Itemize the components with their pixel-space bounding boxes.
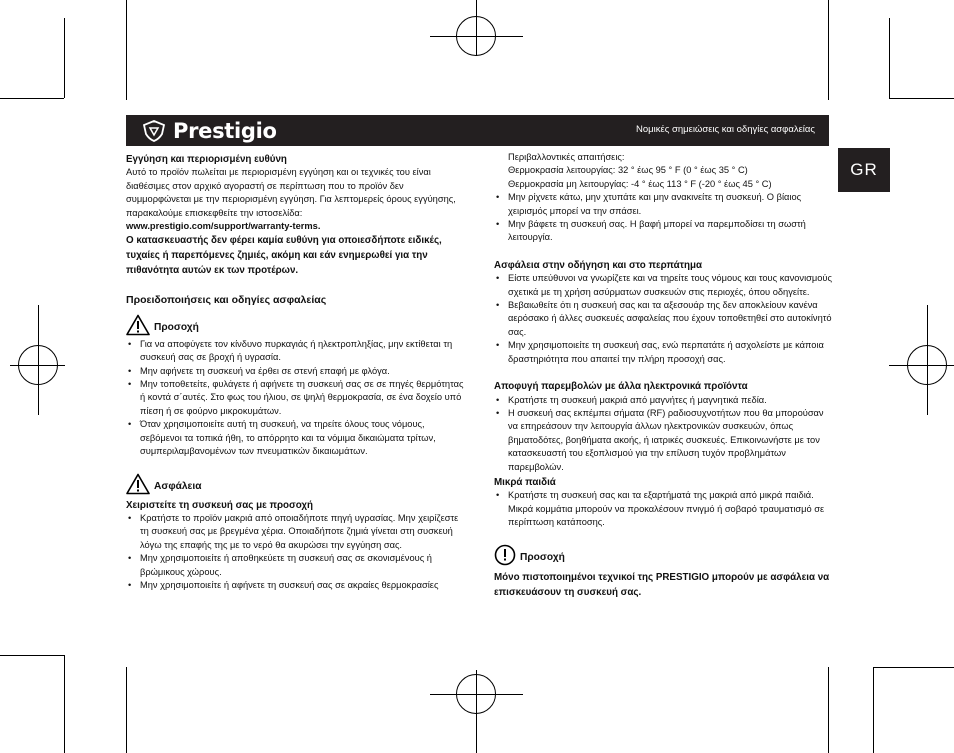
children-heading: Μικρά παιδιά <box>494 476 556 488</box>
list-item: • Κρατήστε τη συσκευή σας και τα εξαρτήματά της μακριά από μικρά παιδιά. Μικρά κομμάτια μπορούν να προκαλέσουν πνιγμό ή σοβαρό τραυματισμό σε περίπτωση κατάποσης. <box>494 489 834 529</box>
list-item: • Μην βάφετε τη συσκευή σας. Η βαφή μπορεί να παρεμποδίσει τη σωστή λειτουργία. <box>494 218 834 245</box>
interference-list <box>494 394 834 474</box>
driving-heading: Ασφάλεια στην οδήγηση και στο περπάτημα <box>494 259 703 271</box>
warranty-disclaimer: Ο κατασκευαστής δεν φέρει καμία ευθύνη για οποιεσδήποτε ειδικές, τυχαίες ή παρεπόμενες ζημιές, ακόμη και εάν ενημερωθεί για την πιθανότητα αυτών εκ των προτέρων. <box>126 235 442 277</box>
list-item: • Όταν χρησιμοποιείτε αυτή τη συσκευή, να τηρείτε όλους τους νόμους, σεβόμενοι τα τοπικά ήθη, το απόρρητο και τα νόμιμα δικαιώματα τρίτων, συμπεριλαμβανομένων των πνευματικών δικαιωμάτων. <box>126 418 466 458</box>
brand-name: Prestigio <box>173 119 277 143</box>
language-tab: GR <box>838 148 890 192</box>
env-line: Περιβαλλοντικές απαιτήσεις: <box>508 152 625 162</box>
driving-list <box>494 272 834 366</box>
warranty-link-text[interactable]: www.prestigio.com/support/warranty-terms <box>126 221 318 232</box>
precautions-heading: Προειδοποιήσεις και οδηγίες ασφαλείας <box>126 294 327 307</box>
list-item: • Κρατήστε τη συσκευή μακριά από μαγνήτες ή μαγνητικά πεδία. <box>494 394 834 407</box>
page-title: Νομικές σημειώσεις και οδηγίες ασφαλείας <box>636 124 815 135</box>
list-item: • Για να αποφύγετε τον κίνδυνο πυρκαγιάς ή ηλεκτροπληξίας, μην εκτίθεται τη συσκευή σας σε βροχή ή υγρασία. <box>126 338 466 365</box>
warranty-text: Αυτό το προϊόν πωλείται με περιορισμένη εγγύηση και οι τεχνικές του είναι διαθέσιμες στον αρχικό αγοραστή σε περίπτωση που το προϊόν δεν συμμορφώνεται με την περιορισμένη εγγύηση. Για λεπτομερείς όρους εγγύησης, παρακαλούμε επισκεφθείτε την ιστοσελίδα: <box>126 167 456 218</box>
children-list <box>494 489 834 529</box>
safety-header <box>126 473 466 495</box>
env-line: Θερμοκρασία μη λειτουργίας: -4 ° έως 113 ° F (-20 ° έως 45 ° C) <box>508 178 772 189</box>
list-item: • Κρατήστε το προϊόν μακριά από οποιαδήποτε πηγή υγρασίας. Μην χειρίζεστε τη συσκευή σας με βρεγμένα χέρια. Οποιαδήποτε ζημιά γίνεται στη συσκευή λόγω της επαφής της με το νερό θα ακυρώσει την εγγύηση σας. <box>126 512 466 552</box>
handle-list <box>126 512 466 592</box>
caution-list <box>126 338 466 459</box>
notice-label: Προσοχή <box>520 551 565 563</box>
environment-requirements <box>494 151 834 191</box>
right-column <box>494 151 834 600</box>
list-item: • Είστε υπεύθυνοι να γνωρίζετε και να τηρείτε τους νόμους και τους κανονισμούς σχετικά με τη χρήση ασύρματων συσκευών στις περιοχές, όπου οδηγείτε. <box>494 272 834 299</box>
caution-label: Προσοχή <box>154 322 199 334</box>
list-item: • Μην τοποθετείτε, φυλάγετε ή αφήνετε τη συσκευή σας σε σε πηγές θερμότητας ή κοντά σ΄αυτές. Στο φως του ήλιου, σε ψηλή θερμοκρασία, σε ένα δοχείο υπό πίεση ή σε φούρνο μικροκυμάτων. <box>126 378 466 418</box>
notice-header <box>494 544 834 566</box>
list-item: • Μην χρησιμοποιείτε ή αποθηκεύετε τη συσκευή σας σε σκονισμένους ή βρώμικους χώρους. <box>126 552 466 579</box>
list-item: • Βεβαιωθείτε ότι η συσκευή σας και τα αξεσουάρ της δεν αποκλείουν κανένα αερόσακο ή άλλες συσκευές ασφαλείας που έχουν τοποθετηθεί στο αυτοκίνητό σας. <box>494 299 834 339</box>
handle-more-list <box>494 191 834 245</box>
brand-logo <box>142 119 277 143</box>
warning-triangle-icon <box>126 314 150 336</box>
env-line: Θερμοκρασία λειτουργίας: 32 ° έως 95 ° F (0 ° έως 35 ° C) <box>508 165 748 176</box>
prestigio-shield-icon <box>142 120 166 142</box>
warranty-heading: Εγγύηση και περιορισμένη ευθύνη <box>126 154 287 165</box>
interference-heading: Αποφυγή παρεμβολών με άλλα ηλεκτρονικά προϊόντα <box>494 381 748 393</box>
list-item: • Η συσκευή σας εκπέμπει σήματα (RF) ραδιοσυχνοτήτων που θα μπορούσαν να επηρεάσουν την λειτουργία άλλων ηλεκτρονικών συσκευών, όπως βηματοδότες, βοηθήματα ακοής, ή ιατρικές συσκευές. Επικοινωνήστε με τον κατασκευαστή του εξοπλισμού για την επίλυση τυχόν προβλημάτων παρεμβολών. <box>494 407 834 474</box>
handle-heading: Χειριστείτε τη συσκευή σας με προσοχή <box>126 499 313 511</box>
list-item: • Μην χρησιμοποιείτε ή αφήνετε τη συσκευή σας σε ακραίες θερμοκρασίες <box>126 579 466 592</box>
caution-header <box>126 314 466 336</box>
left-column <box>126 153 466 592</box>
header-bar <box>126 115 829 146</box>
safety-label: Ασφάλεια <box>154 480 202 492</box>
warranty-link: www.prestigio.com/support/warranty-terms. <box>126 221 321 232</box>
notice-text: Μόνο πιστοποιημένοι τεχνικοί της PRESTIGIO μπορούν με ασφάλεια να επισκευάσουν τη συσκευή σας. <box>494 571 830 598</box>
warning-triangle-icon <box>126 473 150 495</box>
exclamation-circle-icon <box>494 544 516 566</box>
list-item: • Μην χρησιμοποιείτε τη συσκευή σας, ενώ περπατάτε ή ασχολείστε με κάποια δραστηριότητα που απαιτεί την πλήρη προσοχή σας. <box>494 339 834 366</box>
list-item: • Μην ρίχνετε κάτω, μην χτυπάτε και μην ανακινείτε τη συσκευή. Ο βίαιος χειρισμός μπορεί να την σπάσει. <box>494 191 834 218</box>
list-item: • Μην αφήνετε τη συσκευή να έρθει σε στενή επαφή με φλόγα. <box>126 365 466 378</box>
